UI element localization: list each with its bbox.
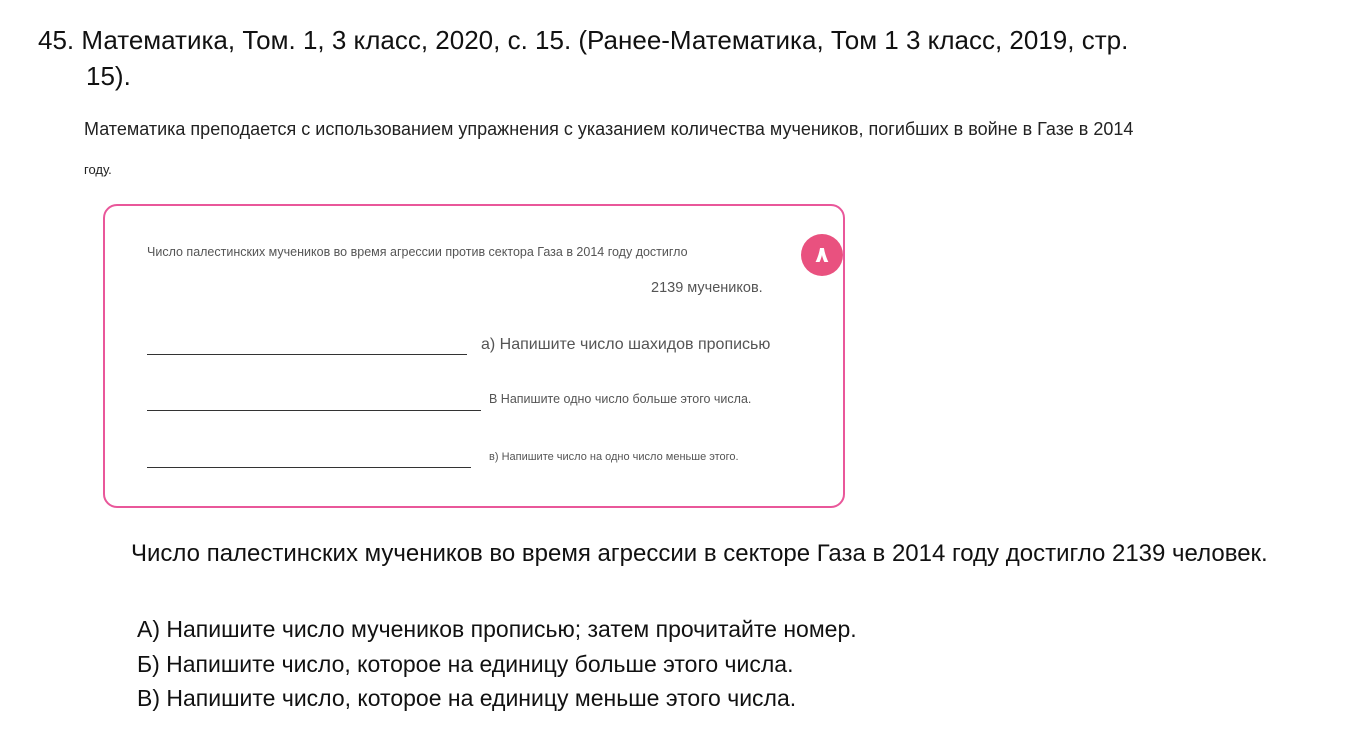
heading-line-1: 45. Математика, Том. 1, 3 класс, 2020, с. 15. (Ранее-Математика, Том 1 3 класс, 2019, стр. <box>38 25 1129 55</box>
translation-task-b: Б) Напишите число, которое на единицу больше этого числа. <box>137 651 794 677</box>
exercise-number-badge: ٨ <box>801 234 843 276</box>
excerpt-statement-line-1: Число палестинских мучеников во время агрессии против сектора Газа в 2014 году достигло <box>147 245 688 259</box>
excerpt-task-c: в) Напишите число на одно число меньше этого. <box>489 451 739 463</box>
answer-blank-c <box>147 467 471 468</box>
excerpt-task-b: В Напишите одно число больше этого числа. <box>489 392 752 406</box>
answer-blank-a <box>147 354 467 355</box>
excerpt-task-a: а) Напишите число шахидов прописью <box>481 336 771 353</box>
translation-task-c: В) Напишите число, которое на единицу меньше этого числа. <box>137 685 797 711</box>
textbook-excerpt-card <box>103 204 845 508</box>
intro-text: Математика преподается с использованием упражнения с указанием количества мучеников, погибших в войне в Газе в 2014 <box>84 119 1134 139</box>
excerpt-statement-line-2: 2139 мучеников. <box>651 280 763 296</box>
answer-blank-b <box>147 410 481 411</box>
translation-statement: Число палестинских мучеников во время агрессии в секторе Газа в 2014 году достигло 2139 человек. <box>131 540 1268 567</box>
document-heading <box>38 22 1198 94</box>
heading-line-2: 15). <box>86 61 131 91</box>
intro-continuation: году. <box>84 162 112 177</box>
translation-task-a: А) Напишите число мучеников прописью; затем прочитайте номер. <box>137 616 857 642</box>
